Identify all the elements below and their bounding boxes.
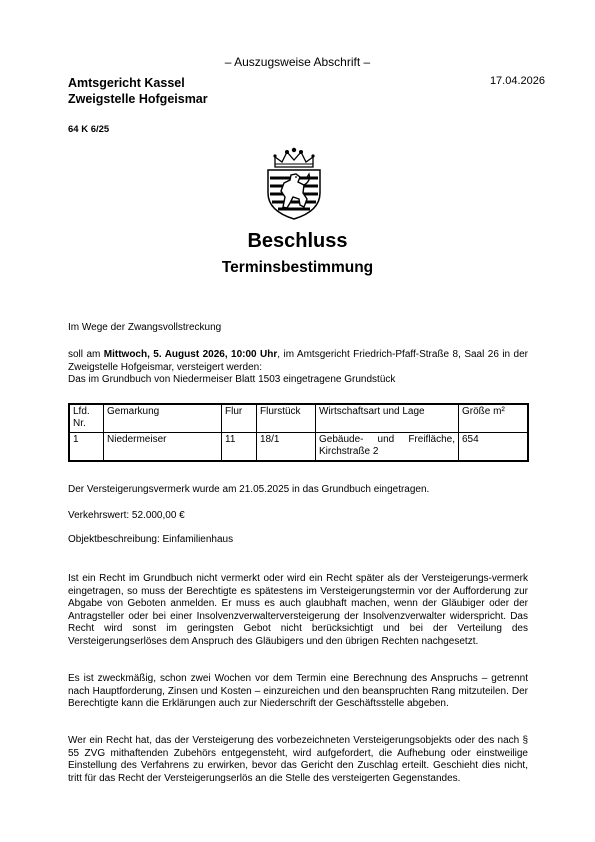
cell-wirtschaftsart: Gebäude- und Freifläche, Kirchstraße 2	[316, 433, 459, 462]
header-wirtschaftsart: Wirtschaftsart und Lage	[316, 404, 459, 433]
market-value: Verkehrswert: 52.000,00 €	[68, 510, 185, 521]
header-gemarkung: Gemarkung	[104, 404, 222, 433]
court-name	[68, 75, 208, 107]
registration-note: Der Versteigerungsvermerk wurde am 21.05.2025 in das Grundbuch eingetragen.	[68, 484, 430, 495]
cell-flurstueck: 18/1	[257, 433, 316, 462]
header-flurstueck: Flurstück	[257, 404, 316, 433]
case-number: 64 K 6/25	[68, 124, 110, 135]
hessen-lion-crest-icon	[263, 147, 325, 221]
header-flur: Flur	[222, 404, 257, 433]
document-title: Beschluss	[247, 230, 348, 252]
property-table	[68, 403, 529, 462]
auction-date: Mittwoch, 5. August 2026, 10:00	[103, 349, 257, 360]
cell-flur: 11	[222, 433, 257, 462]
object-description: Objektbeschreibung: Einfamilienhaus	[68, 534, 234, 545]
intro-text: Im Wege der Zwangsvollstreckung	[68, 322, 222, 333]
document-subtitle: Terminsbestimmung	[221, 259, 374, 276]
table-header-row	[69, 404, 528, 433]
table-row	[69, 433, 528, 462]
court-name-line2: Zweigstelle Hofgeismar	[68, 92, 208, 106]
header-groesse: Größe m²	[459, 404, 529, 433]
auction-paragraph	[68, 349, 528, 387]
document-date: 17.04.2026	[489, 75, 545, 87]
header-lfd-nr: Lfd. Nr.	[69, 404, 104, 433]
property-line: Das im Grundbuch von Niedermeiser Blatt 1503 eingetragene Grundstück	[68, 374, 396, 385]
cell-lfd-nr: 1	[69, 433, 104, 462]
cell-gemarkung: Niedermeiser	[104, 433, 222, 462]
objection-paragraph: Wer ein Recht hat, das der Versteigerung des vorbezeichneten Versteigerungsobjekts oder des nach § 55 ZVG mithaftenden Zubehörs entgegensteht, wird aufgefordert, die Aufhebung oder einstweilige Einstellung des Verfahrens zu erwirken, bevor das Gericht den Zuschlag erteilt. Geschieht dies nicht, tritt für das Recht der Versteigerungserlös an die Stelle des versteigerten Gegenstandes.	[68, 735, 528, 784]
cell-groesse: 654	[459, 433, 529, 462]
extract-note: – Auszugsweise Abschrift –	[224, 55, 371, 69]
rights-paragraph: Ist ein Recht im Grundbuch nicht vermerkt oder wird ein Recht später als der Versteigerungs-vermerk eingetragen, so muss der Berechtigte es spätestens im Versteigerungstermin vor der Aufforderung zur Abgabe von Geboten anmelden. Er muss es auch glaubhaft machen, wenn der Gläubiger oder der Antragsteller oder bei einer Insolvenzverwalterversteigerung der Insolvenzverwalter widerspricht. Das Recht wird sonst im geringsten Gebot nicht berücksichtigt und bei der Verteilung des Versteigerungserlöses dem Anspruch des Gläubigers und den übrigen Rechten nachgesetzt.	[68, 573, 528, 647]
court-name-line1: Amtsgericht Kassel	[68, 76, 185, 90]
auction-prefix: soll am	[68, 349, 104, 360]
claim-paragraph: Es ist zweckmäßig, schon zwei Wochen vor dem Termin eine Berechnung des Anspruchs – getrennt nach Hauptforderung, Zinsen und Kosten – einzureichen und den beanspruchten Rang mitzuteilen. Der Berechtigte kann die Erklärungen auch zur Niederschrift der Geschäftsstelle abgeben.	[68, 673, 528, 709]
auction-location: , im Amtsgericht Friedrich-Pfaff-Straße 8, Saal 26 in der Zweigstelle Hofgeismar, versteigert werden:	[68, 349, 528, 373]
auction-uhr: Uhr	[256, 349, 278, 360]
